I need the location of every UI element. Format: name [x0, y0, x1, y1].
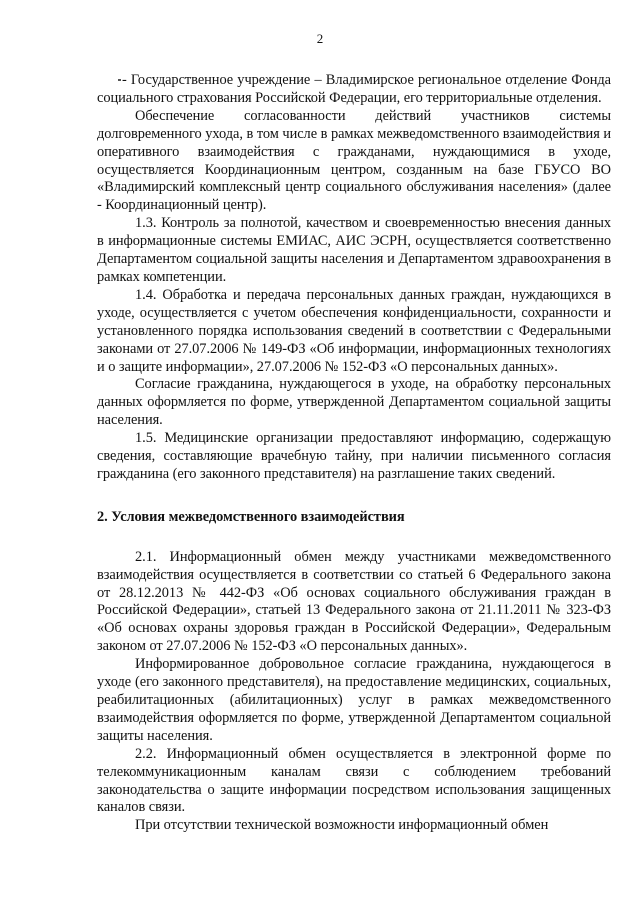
- paragraph-2-2: 2.2. Информационный обмен осуществляется в электронной форме по телекоммуникационным каналам связи с соблюдением требований законодательства о защите информации посредством использования защищенных каналов связи.: [97, 745, 611, 816]
- page-number: 2: [316, 31, 324, 46]
- paragraph-coordination: Обеспечение согласованности действий участников системы долговременного ухода, в том числе в рамках межведомственного взаимодействия и оперативного взаимодействия с гражданами, нуждающимися в уходе, осуществляется Координационным центром, созданным на базе ГБУСО ВО «Владимирский комплексный центр социального обслуживания населения» (далее - Координационный центр).: [97, 107, 611, 214]
- paragraph-informed-consent: Информированное добровольное согласие гражданина, нуждающегося в уходе (его законного представителя), на предоставление медицинских, социальных, реабилитационных (абилитационных) услуг в рамках межведомственного взаимодействия оформляется по форме, утвержденной Департаментом социальной защиты населения.: [97, 656, 611, 744]
- paragraph-1-4: 1.4. Обработка и передача персональных данных граждан, нуждающихся в уходе, осуществляется с учетом обеспечения конфиденциальности, сохранности и установленного порядка использования сведений в соответствии с Федеральными законами от 27.07.2006 № 149-ФЗ «Об информации, информационных технологиях и о защите информации», 27.07.2006 № 152-ФЗ «О персональных данных».: [97, 286, 611, 375]
- paragraph-consent: Согласие гражданина, нуждающегося в уходе, на обработку персональных данных оформляется по форме, утвержденной Департаментом социальной защиты населения.: [97, 376, 611, 429]
- paragraph-1-5: 1.5. Медицинские организации предоставляют информацию, содержащую сведения, составляющие врачебную тайну, при наличии письменного согласия гражданина (его законного представителя) на разглашение таких сведений.: [97, 430, 611, 482]
- paragraph-no-technical: При отсутствии технической возможности информационный обмен: [135, 817, 549, 834]
- paragraph-2-1: 2.1. Информационный обмен между участниками межведомственного взаимодействия осуществляется в соответствии со статьей 6 Федерального закона от 28.12.2013 № 442-ФЗ «Об основах социального обслуживания граждан в Российской Федерации», статьей 13 Федерального закона от 21.11.2011 № 323-ФЗ «Об основах охраны здоровья граждан в Российской Федерации», Федеральным законом от 27.07.2006 № 152-ФЗ «О персональных данных».: [97, 548, 611, 655]
- paragraph-fss: - Государственное учреждение – Владимирское региональное отделение Фонда социального страхования Российской Федерации, его территориальные отделения.: [97, 72, 611, 106]
- paragraph-1-3: 1.3. Контроль за полнотой, качеством и своевременностью внесения данных в информационные системы ЕМИАС, АИС ЭСРН, осуществляется соответственно Департаментом социальной защиты населения и Департаментом здравоохранения в рамках компетенции.: [97, 215, 611, 285]
- document-body: [97, 72, 611, 835]
- section-heading: 2. Условия межведомственного взаимодействия: [97, 508, 405, 525]
